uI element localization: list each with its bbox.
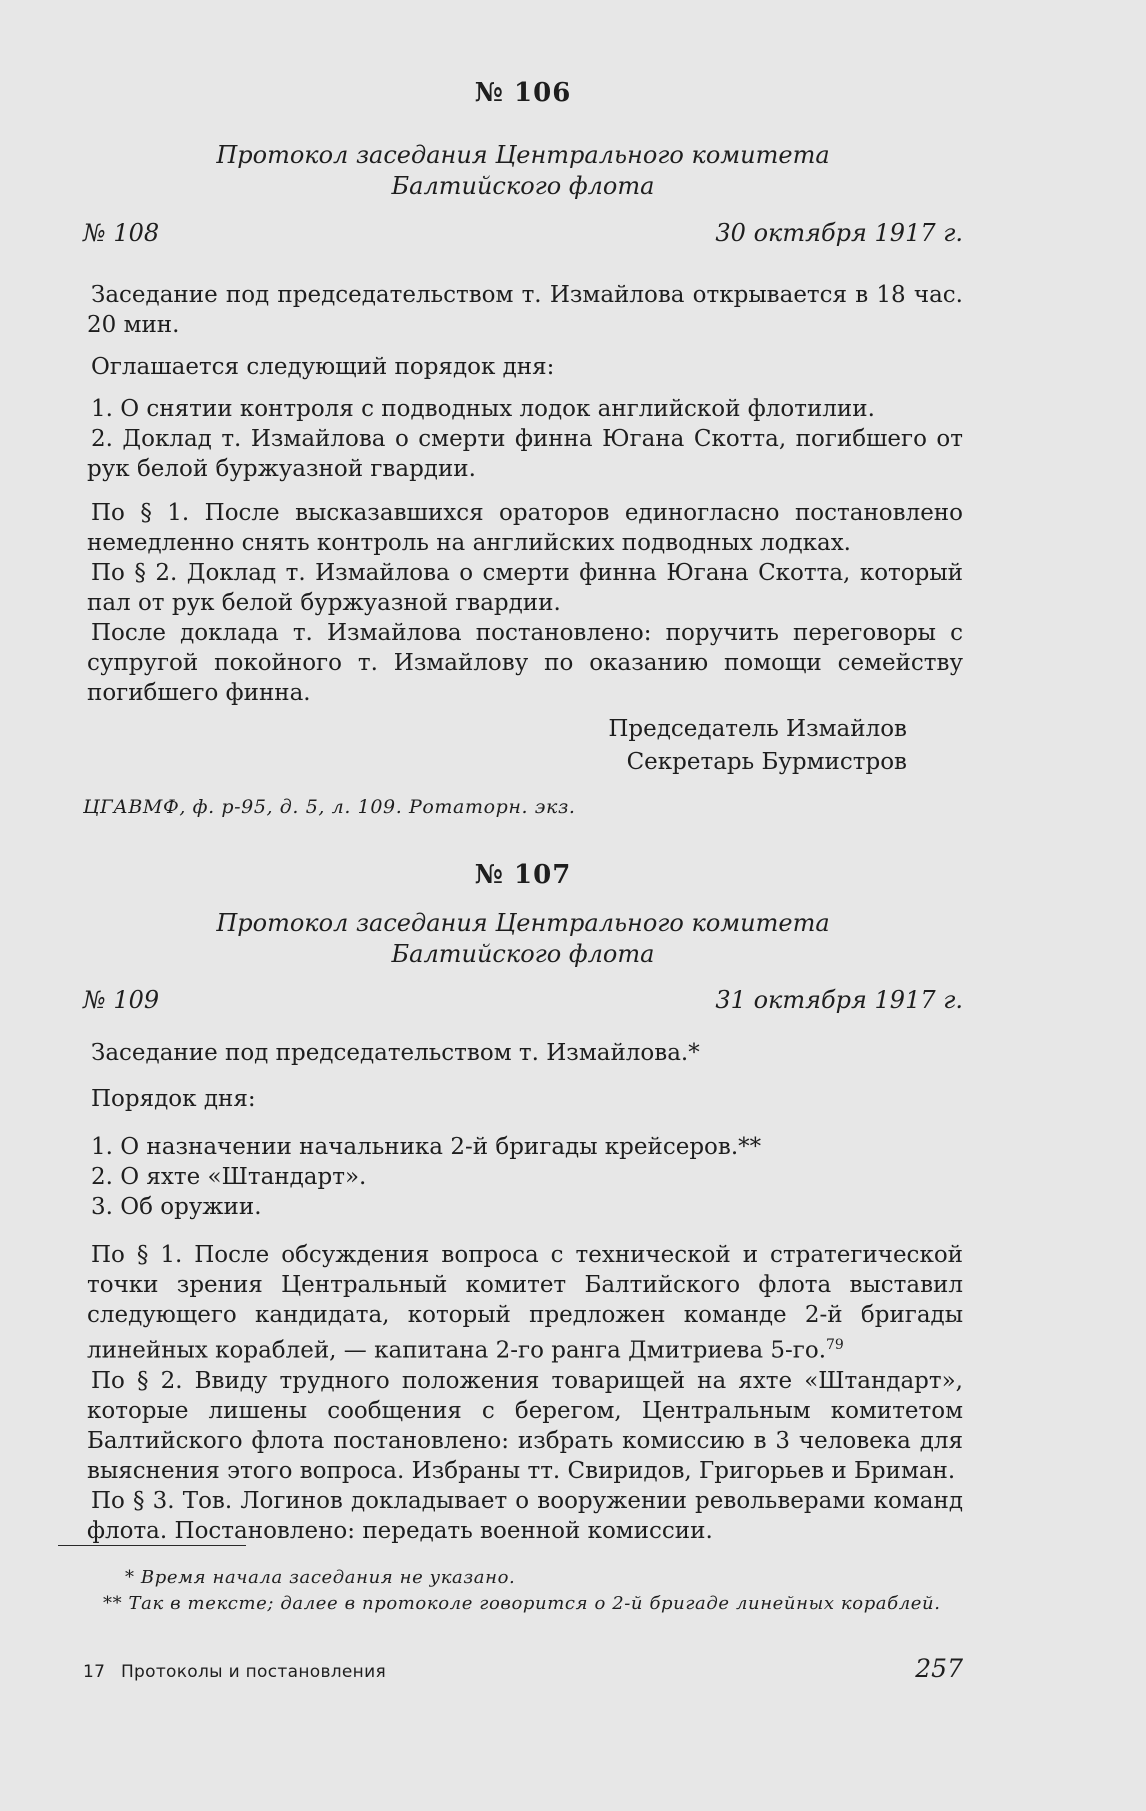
protocol-number: № 108 [83,219,160,247]
document-number: № 106 [474,78,572,108]
footnote-divider [58,1545,246,1546]
paragraph: По § 2. Ввиду трудного положения товарищей на яхте «Штандарт», которые лишены сообщения с берегом, Центральным комитетом Балтийского флота постановлено: избрать комиссию в 3 человека для выяснения этого вопроса. Избраны тт. Свиридов, Григорьев и Бриман. [87,1367,963,1484]
document-106 [83,78,963,108]
agenda-item: 2. Доклад т. Измайлова о смерти финна Югана Скотта, погибшего от рук белой буржуазной гвардии. [87,426,963,482]
chairman-signature: Председатель Измайлов [608,716,907,742]
agenda-item: 1. О назначении начальника 2-й бригады крейсеров.** [91,1134,762,1160]
document-title-line2: Балтийского флота [391,172,655,200]
secretary-signature: Секретарь Бурмистров [626,749,907,775]
document-107-meta [83,985,963,1015]
paragraph: Оглашается следующий порядок дня: [91,354,555,380]
document-title-line1: Протокол заседания Центрального комитета [216,141,830,169]
agenda-item: 2. О яхте «Штандарт». [91,1164,367,1190]
agenda-item: 3. Об оружии. [91,1194,262,1220]
paragraph [83,1240,963,1366]
archive-source: ЦГАВМФ, ф. р-95, д. 5, л. 109. Ротаторн. экз. [83,796,576,818]
document-title-line1: Протокол заседания Центрального комитета [216,909,830,937]
paragraph: По § 1. После высказавшихся ораторов единогласно постановлено немедленно снять контроль на английских подводных лодках. [87,500,963,556]
paragraph: После доклада т. Измайлова постановлено: поручить переговоры с супругой покойного т. Измайлову по оказанию помощи семейству погибшего финна. [87,620,963,706]
protocol-date: 30 октября 1917 г. [715,219,963,247]
document-106-title [83,140,963,202]
note-reference: 79 [826,1337,844,1353]
paragraph: Заседание под председательством т. Измайлова.* [91,1040,700,1066]
protocol-number: № 109 [83,986,160,1014]
footnote-2: ** Так в тексте; далее в протоколе говорится о 2-й бригаде линейных кораблей. [103,1593,941,1614]
document-107-body [83,1038,963,1546]
paragraph: Порядок дня: [91,1086,256,1112]
footnotes [83,1565,963,1617]
document-number: № 107 [474,860,572,890]
document-106-body [83,280,963,818]
protocol-date: 31 октября 1917 г. [715,986,963,1014]
paragraph-text: По § 1. После обсуждения вопроса с технической и стратегической точки зрения Центральный комитет Балтийского флота выставил следующего кандидата, который предложен команде 2-й бригады линейных кораблей, — капитана 2-го ранга Дмитриева 5-го. [87,1242,963,1364]
page-footer [83,1654,963,1683]
signature-mark: 17 [83,1662,106,1682]
agenda-item: 1. О снятии контроля с подводных лодок английской флотилии. [91,396,875,422]
document-107-title [83,908,963,970]
paragraph: По § 3. Тов. Логинов докладывает о вооружении револьверами команд флота. Постановлено: передать военной комиссии. [87,1487,963,1544]
document-title-line2: Балтийского флота [391,940,655,968]
document-106-meta [83,218,963,248]
page-number: 257 [915,1654,963,1683]
book-title: Протоколы и постановления [120,1662,386,1682]
paragraph: Заседание под председательством т. Измайлова открывается в 18 час. 20 мин. [87,282,963,338]
footer-left [83,1662,386,1682]
paragraph: По § 2. Доклад т. Измайлова о смерти финна Югана Скотта, который пал от рук белой буржуазной гвардии. [87,560,963,616]
footnote-1: * Время начала заседания не указано. [125,1567,516,1588]
document-107 [83,860,963,890]
